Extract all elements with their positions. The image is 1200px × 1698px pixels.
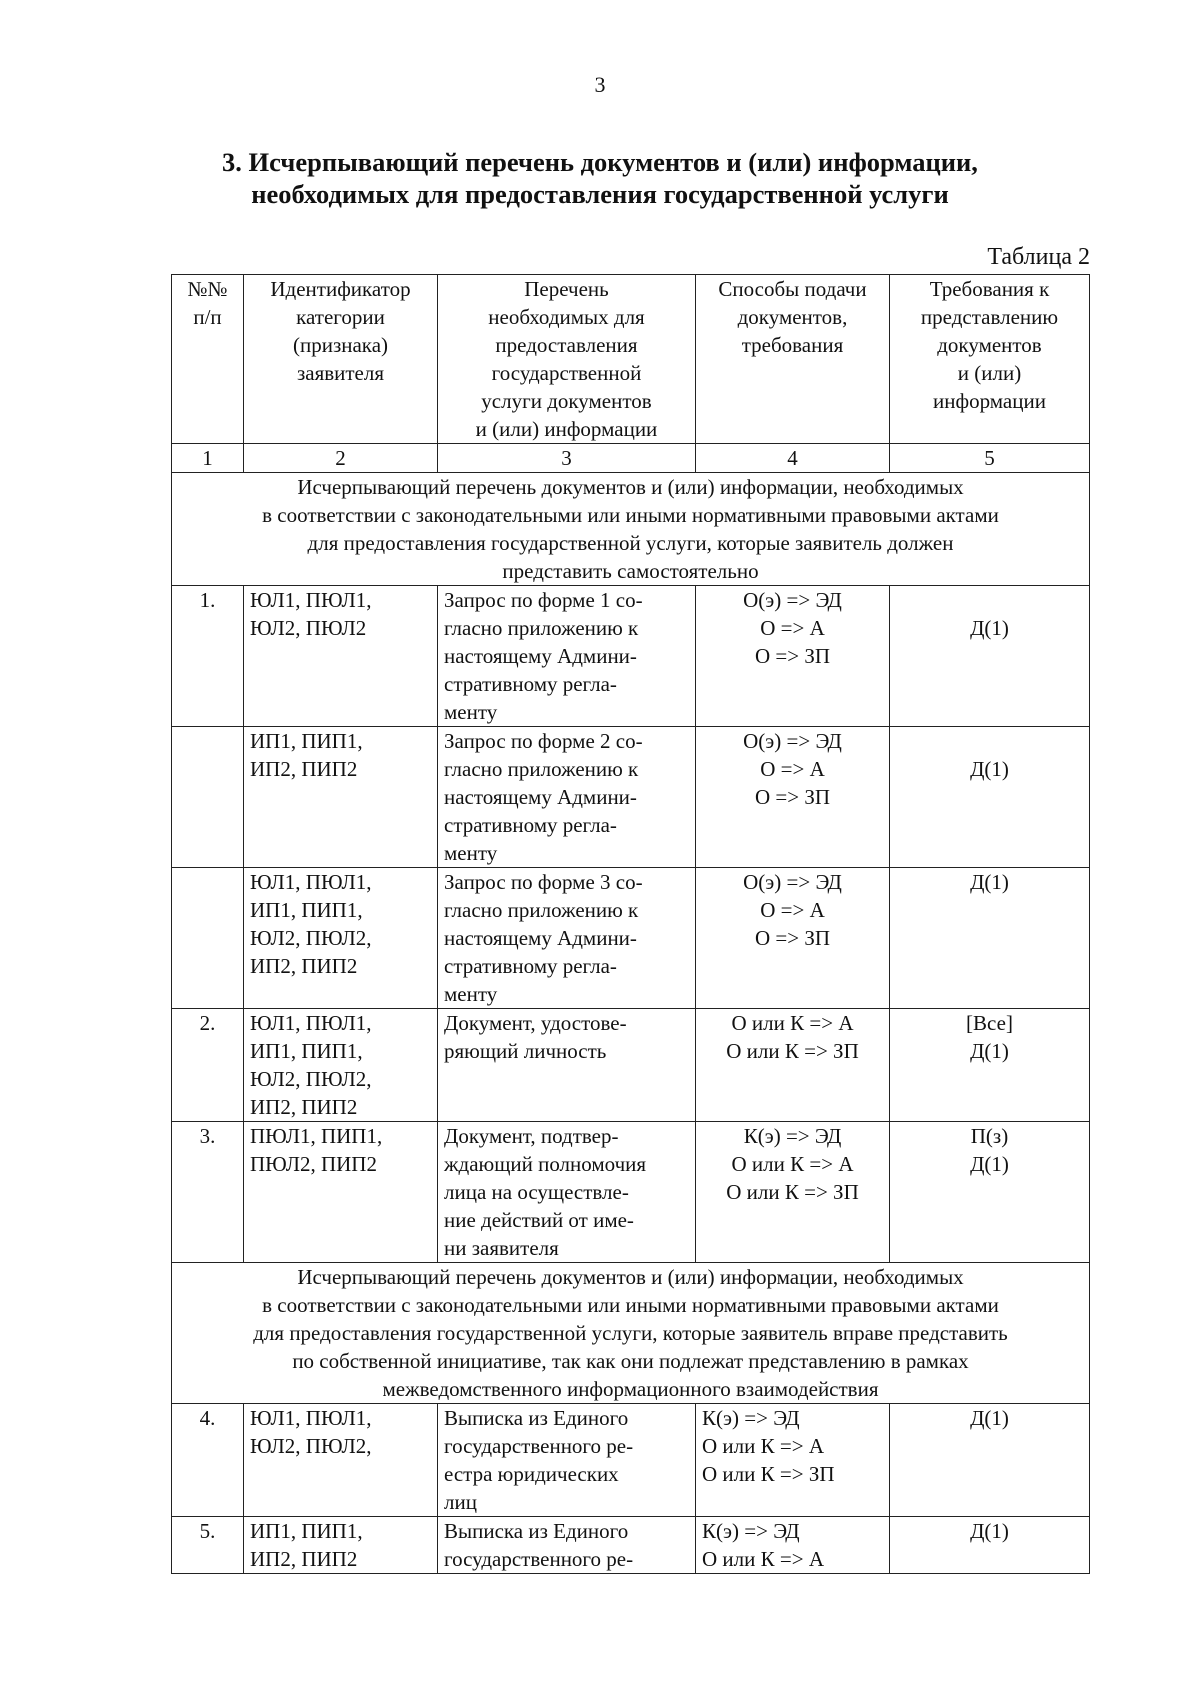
cell-text: Запрос по форме 1 со- bbox=[444, 588, 643, 612]
cell-text: О или К => ЗП bbox=[726, 1180, 859, 1204]
row-category bbox=[244, 868, 438, 1009]
section-heading-required bbox=[172, 473, 1090, 586]
cell-text: ние действий от име- bbox=[444, 1208, 634, 1232]
cell-text: К(э) => ЭД bbox=[702, 1519, 800, 1543]
table-row bbox=[172, 1122, 1090, 1263]
row-number: 2. bbox=[172, 1009, 244, 1122]
cell-text: О или К => А bbox=[702, 1434, 824, 1458]
cell-text: менту bbox=[444, 982, 498, 1006]
section-text: для предоставления государственной услуги, которые заявитель вправе представить bbox=[253, 1321, 1008, 1345]
cell-text: К(э) => ЭД bbox=[702, 1406, 800, 1430]
row-number: 3. bbox=[172, 1122, 244, 1263]
cell-text: ни заявителя bbox=[444, 1236, 559, 1260]
header-text: №№ bbox=[187, 277, 228, 301]
cell-text: О => А bbox=[760, 757, 825, 781]
cell-text: ЮЛ2, ПЮЛ2, bbox=[250, 1067, 372, 1091]
section-text: в соответствии с законодательными или иными нормативными правовыми актами bbox=[262, 1293, 999, 1317]
row-documents bbox=[438, 1009, 696, 1122]
row-methods bbox=[696, 586, 890, 727]
row-documents bbox=[438, 727, 696, 868]
row-documents bbox=[438, 1122, 696, 1263]
row-requirements bbox=[890, 1122, 1090, 1263]
cell-text: Д(1) bbox=[970, 1039, 1009, 1063]
column-number-row bbox=[172, 444, 1090, 473]
cell-text: Д(1) bbox=[970, 757, 1009, 781]
cell-text: ждающий полномочия bbox=[444, 1152, 647, 1176]
row-category bbox=[244, 586, 438, 727]
column-number-cell: 2 bbox=[244, 444, 438, 473]
row-methods bbox=[696, 1517, 890, 1574]
row-number bbox=[172, 727, 244, 868]
cell-text: ряющий личность bbox=[444, 1039, 607, 1063]
cell-text: гласно приложению к bbox=[444, 757, 639, 781]
cell-text: Выписка из Единого bbox=[444, 1519, 629, 1543]
header-cell-number bbox=[172, 275, 244, 444]
cell-text: Документ, удостове- bbox=[444, 1011, 627, 1035]
cell-text: лиц bbox=[444, 1490, 477, 1514]
cell-text: О => ЗП bbox=[754, 644, 831, 668]
row-documents bbox=[438, 586, 696, 727]
table-row bbox=[172, 586, 1090, 727]
section-title-line: необходимых для предоставления государственной услуги bbox=[251, 179, 949, 209]
cell-text: ИП1, ПИП1, bbox=[250, 729, 363, 753]
cell-text: естра юридических bbox=[444, 1462, 619, 1486]
row-requirements bbox=[890, 868, 1090, 1009]
column-number-cell: 1 bbox=[172, 444, 244, 473]
cell-text: настоящему Админи- bbox=[444, 644, 637, 668]
header-text: представлению bbox=[920, 305, 1059, 329]
table-row bbox=[172, 868, 1090, 1009]
cell-text: ИП1, ПИП1, bbox=[250, 1519, 363, 1543]
cell-text: лица на осуществле- bbox=[444, 1180, 629, 1204]
cell-text: Д(1) bbox=[970, 1152, 1009, 1176]
header-text: п/п bbox=[193, 305, 222, 329]
cell-text: К(э) => ЭД bbox=[743, 1124, 842, 1148]
row-category bbox=[244, 1009, 438, 1122]
cell-text: Выписка из Единого bbox=[444, 1406, 629, 1430]
table-label: Таблица 2 bbox=[987, 244, 1090, 270]
cell-text: государственного ре- bbox=[444, 1434, 634, 1458]
header-text: Идентификатор bbox=[270, 277, 411, 301]
header-text: документов bbox=[937, 333, 1042, 357]
cell-text: ИП2, ПИП2 bbox=[250, 1095, 358, 1119]
cell-text: ЮЛ1, ПЮЛ1, bbox=[250, 1011, 372, 1035]
section-heading-optional bbox=[172, 1263, 1090, 1404]
cell-text: ЮЛ1, ПЮЛ1, bbox=[250, 588, 372, 612]
cell-text: О или К => А bbox=[702, 1547, 824, 1571]
row-methods bbox=[696, 727, 890, 868]
table-row bbox=[172, 1404, 1090, 1517]
cell-text: Запрос по форме 3 со- bbox=[444, 870, 643, 894]
cell-text: ИП1, ПИП1, bbox=[250, 1039, 363, 1063]
row-requirements bbox=[890, 1404, 1090, 1517]
section-title bbox=[150, 146, 1050, 210]
cell-text: Запрос по форме 2 со- bbox=[444, 729, 643, 753]
header-text: требования bbox=[741, 333, 844, 357]
header-text: государственной bbox=[491, 361, 642, 385]
row-documents bbox=[438, 1404, 696, 1517]
row-methods bbox=[696, 1122, 890, 1263]
header-text: документов, bbox=[737, 305, 848, 329]
cell-text: Д(1) bbox=[970, 1519, 1009, 1543]
row-requirements bbox=[890, 586, 1090, 727]
header-text: необходимых для bbox=[488, 305, 645, 329]
cell-text: ПЮЛ2, ПИП2 bbox=[250, 1152, 377, 1176]
row-category bbox=[244, 1404, 438, 1517]
section-text: в соответствии с законодательными или иными нормативными правовыми актами bbox=[262, 503, 999, 527]
header-cell-documents bbox=[438, 275, 696, 444]
row-documents bbox=[438, 1517, 696, 1574]
cell-text: стративному регла- bbox=[444, 813, 617, 837]
section-text: Исчерпывающий перечень документов и (или) информации, необходимых bbox=[297, 1265, 964, 1289]
cell-text: ИП2, ПИП2 bbox=[250, 757, 358, 781]
cell-text: О => ЗП bbox=[754, 785, 831, 809]
cell-text: ИП1, ПИП1, bbox=[250, 898, 363, 922]
header-text: информации bbox=[933, 389, 1046, 413]
header-text: Способы подачи bbox=[718, 277, 867, 301]
header-cell-requirements bbox=[890, 275, 1090, 444]
cell-text: Документ, подтвер- bbox=[444, 1124, 619, 1148]
header-text: услуги документов bbox=[481, 389, 652, 413]
cell-text: менту bbox=[444, 700, 498, 724]
cell-text: П(з) bbox=[970, 1124, 1009, 1148]
row-methods bbox=[696, 1404, 890, 1517]
cell-text: [Все] bbox=[966, 1011, 1013, 1035]
cell-text: гласно приложению к bbox=[444, 898, 639, 922]
cell-text: ЮЛ1, ПЮЛ1, bbox=[250, 1406, 372, 1430]
cell-text: О(э) => ЭД bbox=[743, 588, 842, 612]
documents-table bbox=[171, 274, 1090, 1574]
cell-text: О(э) => ЭД bbox=[743, 870, 842, 894]
cell-text: ЮЛ2, ПЮЛ2, bbox=[250, 926, 372, 950]
column-number-cell: 3 bbox=[438, 444, 696, 473]
section-row bbox=[172, 473, 1090, 586]
row-category bbox=[244, 1517, 438, 1574]
cell-text: стративному регла- bbox=[444, 954, 617, 978]
section-text: по собственной инициативе, так как они подлежат представлению в рамках bbox=[292, 1349, 969, 1373]
cell-text: О(э) => ЭД bbox=[743, 729, 842, 753]
header-cell-methods bbox=[696, 275, 890, 444]
header-text: предоставления bbox=[495, 333, 638, 357]
table-row bbox=[172, 727, 1090, 868]
cell-text: О => А bbox=[760, 616, 825, 640]
cell-text: настоящему Админи- bbox=[444, 926, 637, 950]
row-category bbox=[244, 1122, 438, 1263]
header-text: Перечень bbox=[524, 277, 609, 301]
row-category bbox=[244, 727, 438, 868]
section-text: представить самостоятельно bbox=[502, 559, 759, 583]
header-text: (признака) bbox=[292, 333, 389, 357]
section-text: Исчерпывающий перечень документов и (или) информации, необходимых bbox=[297, 475, 964, 499]
section-text: для предоставления государственной услуги, которые заявитель должен bbox=[307, 531, 954, 555]
page-number: 3 bbox=[594, 72, 606, 97]
cell-text: ЮЛ1, ПЮЛ1, bbox=[250, 870, 372, 894]
row-requirements bbox=[890, 727, 1090, 868]
table-row bbox=[172, 1009, 1090, 1122]
header-text: заявителя bbox=[296, 361, 385, 385]
cell-text: О => ЗП bbox=[754, 926, 831, 950]
section-title-line: 3. Исчерпывающий перечень документов и (или) информации, bbox=[222, 147, 978, 177]
cell-text: О или К => ЗП bbox=[702, 1462, 835, 1486]
header-text: категории bbox=[296, 305, 385, 329]
row-methods bbox=[696, 1009, 890, 1122]
column-number-cell: 4 bbox=[696, 444, 890, 473]
header-text: и (или) информации bbox=[475, 417, 658, 441]
row-number: 1. bbox=[172, 586, 244, 727]
row-number: 5. bbox=[172, 1517, 244, 1574]
cell-text: О => А bbox=[760, 898, 825, 922]
cell-text: О или К => А bbox=[731, 1011, 854, 1035]
cell-text: ЮЛ2, ПЮЛ2, bbox=[250, 1434, 372, 1458]
cell-text: ИП2, ПИП2 bbox=[250, 954, 358, 978]
cell-text: Д(1) bbox=[970, 1406, 1009, 1430]
table-row bbox=[172, 1517, 1090, 1574]
header-text: и (или) bbox=[957, 361, 1022, 385]
header-cell-category bbox=[244, 275, 438, 444]
row-number: 4. bbox=[172, 1404, 244, 1517]
cell-text: ИП2, ПИП2 bbox=[250, 1547, 358, 1571]
row-methods bbox=[696, 868, 890, 1009]
row-requirements bbox=[890, 1517, 1090, 1574]
cell-text: менту bbox=[444, 841, 498, 865]
cell-text: ЮЛ2, ПЮЛ2 bbox=[250, 616, 367, 640]
cell-text: стративному регла- bbox=[444, 672, 617, 696]
table-header-row bbox=[172, 275, 1090, 444]
cell-text: Д(1) bbox=[970, 616, 1009, 640]
row-number bbox=[172, 868, 244, 1009]
column-number-cell: 5 bbox=[890, 444, 1090, 473]
header-text: Требования к bbox=[929, 277, 1050, 301]
cell-text: настоящему Админи- bbox=[444, 785, 637, 809]
cell-text: О или К => ЗП bbox=[726, 1039, 859, 1063]
section-row bbox=[172, 1263, 1090, 1404]
row-requirements bbox=[890, 1009, 1090, 1122]
cell-text: О или К => А bbox=[731, 1152, 854, 1176]
cell-text: ПЮЛ1, ПИП1, bbox=[250, 1124, 383, 1148]
row-documents bbox=[438, 868, 696, 1009]
cell-text: Д(1) bbox=[970, 870, 1009, 894]
cell-text: государственного ре- bbox=[444, 1547, 634, 1571]
cell-text: гласно приложению к bbox=[444, 616, 639, 640]
section-text: межведомственного информационного взаимодействия bbox=[382, 1377, 879, 1401]
